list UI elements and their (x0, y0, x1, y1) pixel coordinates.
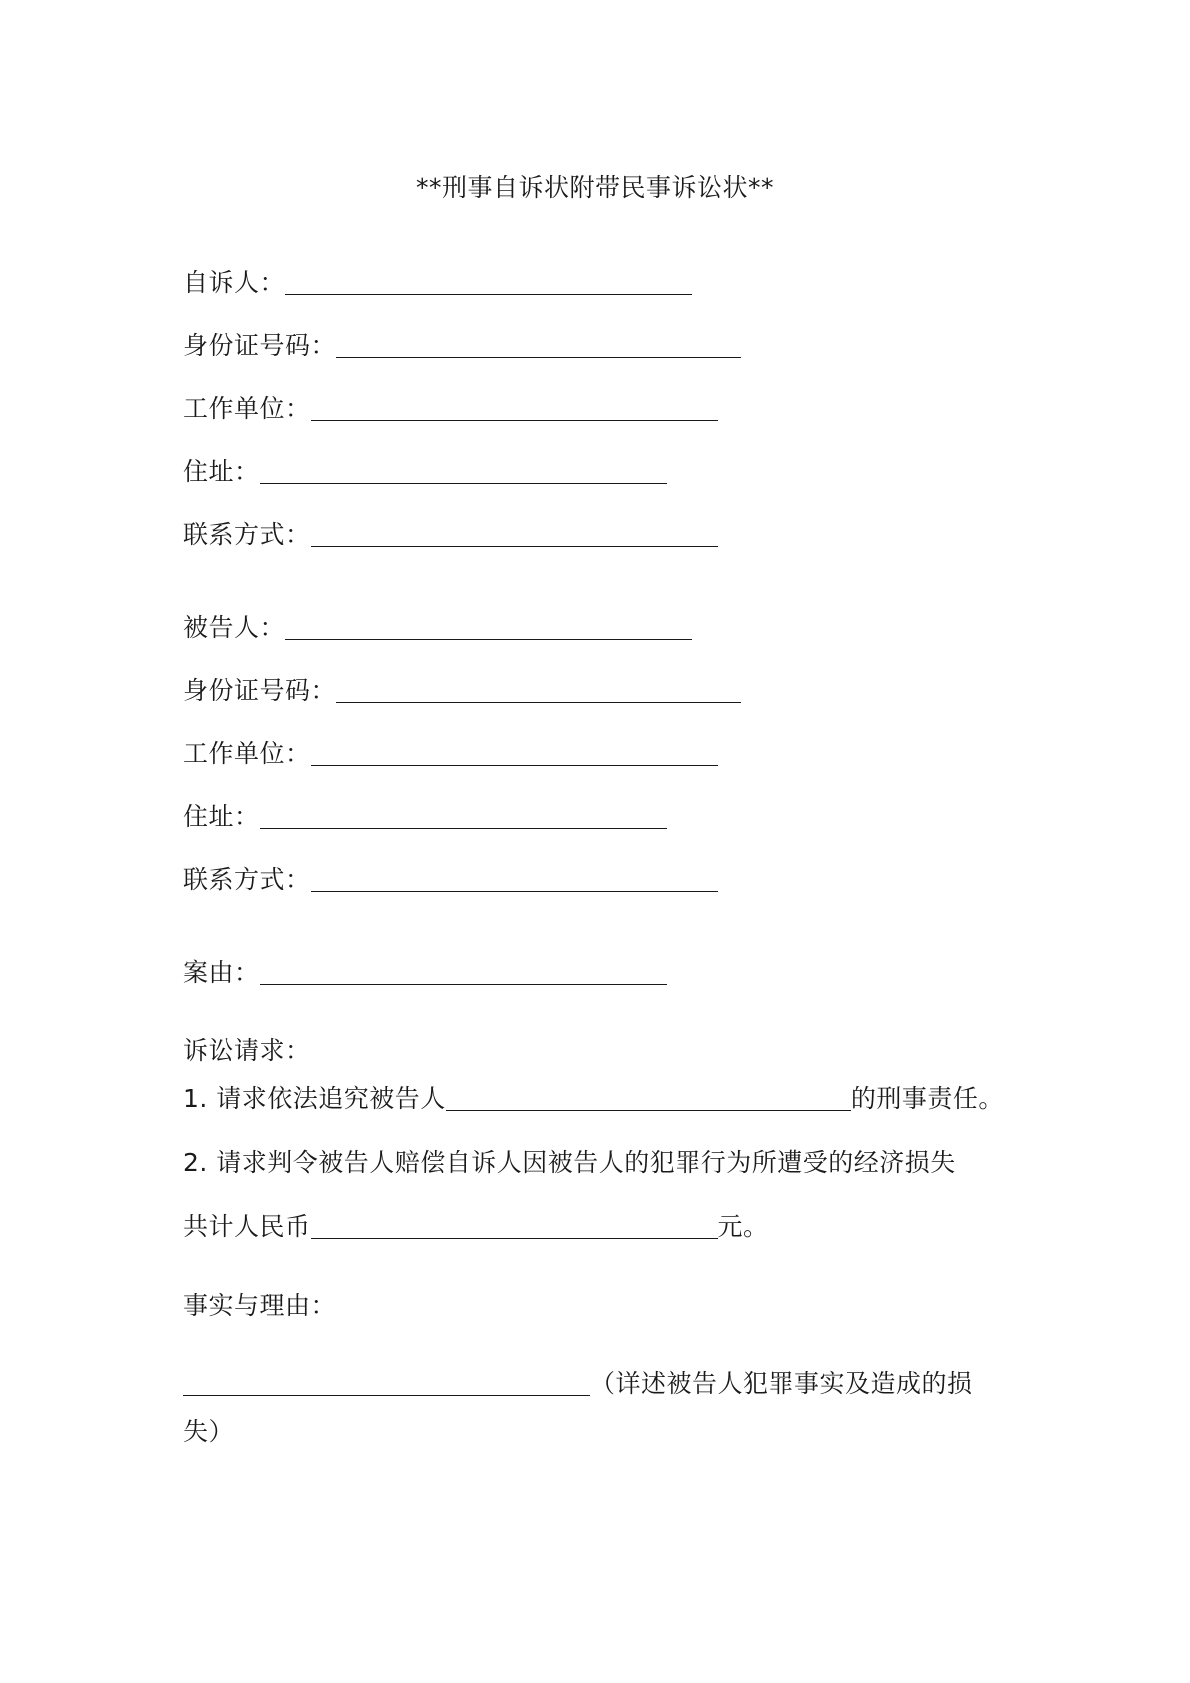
claims-heading: 诉讼请求： (183, 1036, 311, 1065)
document-title: **刑事自诉状附带民事诉讼状** (415, 173, 774, 202)
defendant-id-row (183, 673, 741, 709)
defendant-id-label: 身份证号码： (183, 676, 337, 705)
case-cause-row (183, 955, 667, 991)
plaintiff-work-blank[interactable] (311, 416, 718, 421)
claim-2-amount-blank[interactable] (311, 1234, 718, 1239)
claim-2-prefix: 共计人民币 (183, 1212, 311, 1241)
defendant-work-blank[interactable] (311, 761, 718, 766)
plaintiff-name-label: 自诉人： (183, 268, 286, 297)
defendant-address-blank[interactable] (260, 824, 667, 829)
plaintiff-address-label: 住址： (183, 457, 260, 486)
case-cause-label: 案由： (183, 958, 260, 987)
defendant-work-label: 工作单位： (183, 739, 311, 768)
defendant-contact-label: 联系方式： (183, 865, 311, 894)
defendant-id-blank[interactable] (336, 698, 741, 703)
plaintiff-contact-row (183, 517, 718, 553)
plaintiff-contact-label: 联系方式： (183, 520, 311, 549)
facts-note-part2: 失） (183, 1417, 235, 1446)
plaintiff-name-row (183, 265, 692, 301)
defendant-address-row (183, 799, 667, 835)
claim-2-suffix: 元。 (717, 1212, 769, 1241)
claim-item-2-line-2 (183, 1209, 769, 1245)
defendant-address-label: 住址： (183, 802, 260, 831)
plaintiff-address-blank[interactable] (260, 479, 667, 484)
defendant-work-row (183, 736, 718, 772)
claim-1-blank[interactable] (446, 1106, 851, 1111)
facts-row (183, 1366, 973, 1402)
defendant-contact-blank[interactable] (311, 887, 718, 892)
plaintiff-work-row (183, 391, 718, 427)
defendant-name-label: 被告人： (183, 613, 286, 642)
claim-1-prefix: 1. 请求依法追究被告人 (183, 1084, 446, 1113)
claim-item-2-line-1: 2. 请求判令被告人赔偿自诉人因被告人的犯罪行为所遭受的经济损失 (183, 1148, 956, 1177)
plaintiff-id-label: 身份证号码： (183, 331, 337, 360)
plaintiff-address-row (183, 454, 667, 490)
plaintiff-name-blank[interactable] (285, 290, 692, 295)
defendant-name-row (183, 610, 692, 646)
claim-1-suffix: 的刑事责任。 (850, 1084, 1004, 1113)
case-cause-blank[interactable] (260, 980, 667, 985)
facts-note-part1: （详述被告人犯罪事实及造成的损 (590, 1369, 973, 1398)
defendant-contact-row (183, 862, 718, 898)
facts-blank[interactable] (183, 1391, 590, 1396)
facts-heading: 事实与理由： (183, 1291, 337, 1320)
defendant-name-blank[interactable] (285, 635, 692, 640)
plaintiff-contact-blank[interactable] (311, 542, 718, 547)
claim-item-1 (183, 1081, 1004, 1117)
plaintiff-id-row (183, 328, 741, 364)
plaintiff-id-blank[interactable] (336, 353, 741, 358)
plaintiff-work-label: 工作单位： (183, 394, 311, 423)
